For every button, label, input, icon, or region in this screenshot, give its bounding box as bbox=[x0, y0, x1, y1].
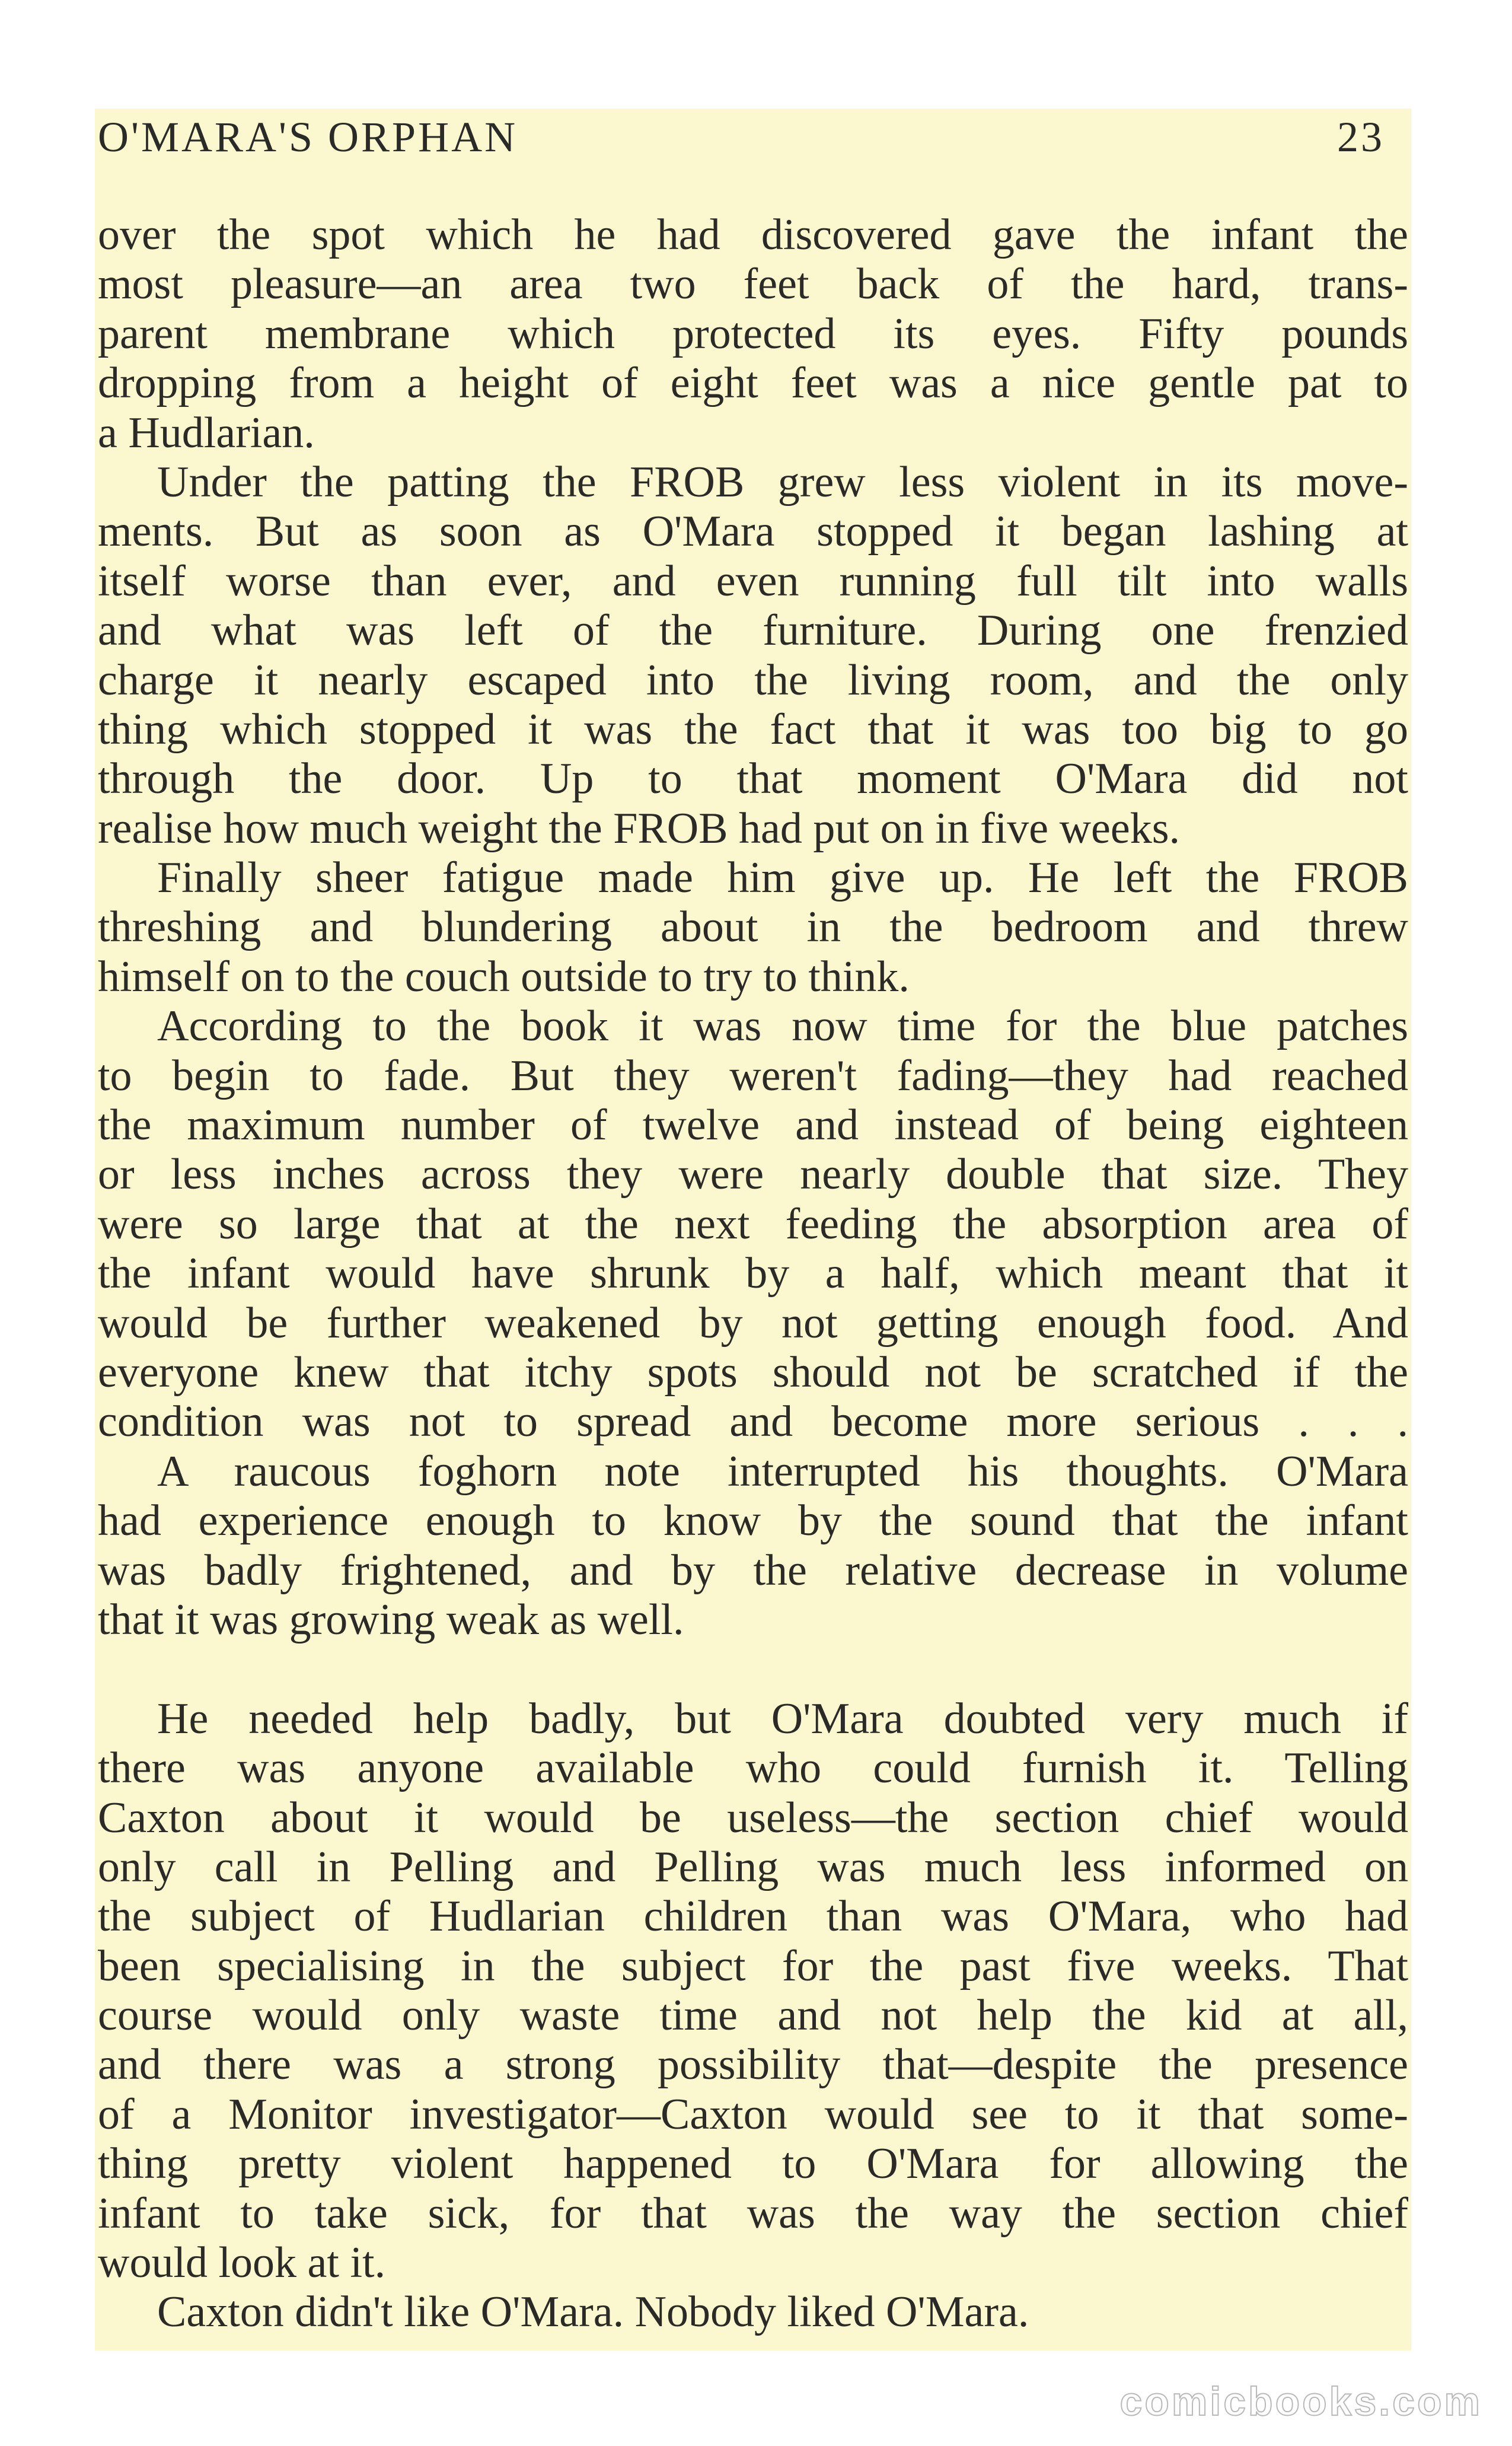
text-line: threshing and blundering about in the bedroom and threw bbox=[98, 903, 1408, 952]
text-line: been specialising in the subject for the past five weeks. That bbox=[98, 1941, 1408, 1990]
page-number: 23 bbox=[1337, 113, 1385, 161]
text-line: thing which stopped it was the fact that it was too big to go bbox=[98, 705, 1408, 754]
text-line: himself on to the couch outside to try to think. bbox=[98, 952, 910, 1001]
text-line: everyone knew that itchy spots should not be scratched if the bbox=[98, 1348, 1408, 1397]
text-line: of a Monitor investigator—Caxton would see to it that some- bbox=[98, 2090, 1408, 2139]
watermark: comicbooks.com bbox=[1119, 2379, 1482, 2424]
text-line: infant to take sick, for that was the way the section chief bbox=[98, 2189, 1408, 2238]
text-line: the infant would have shrunk by a half, which meant that it bbox=[98, 1249, 1408, 1298]
text-line: would look at it. bbox=[98, 2238, 386, 2288]
text-line: and there was a strong possibility that—despite the presence bbox=[98, 2040, 1408, 2090]
text-line: thing pretty violent happened to O'Mara for allowing the bbox=[98, 2139, 1408, 2189]
text-line: would be further weakened by not getting enough food. And bbox=[98, 1298, 1408, 1348]
text-line: ments. But as soon as O'Mara stopped it began lashing at bbox=[98, 507, 1408, 556]
text-line: and what was left of the furniture. During one frenzied bbox=[98, 606, 1408, 655]
text-line: Under the patting the FROB grew less violent in its move- bbox=[157, 457, 1408, 507]
text-line: According to the book it was now time for the blue patches bbox=[157, 1002, 1408, 1051]
text-line: only call in Pelling and Pelling was much less informed on bbox=[98, 1842, 1408, 1891]
text-line: Finally sheer fatigue made him give up. He left the FROB bbox=[157, 853, 1408, 903]
section-break bbox=[98, 1645, 1408, 1694]
text-line: He needed help badly, but O'Mara doubted very much if bbox=[157, 1694, 1408, 1743]
page-header bbox=[98, 108, 1411, 167]
running-head: O'MARA'S ORPHAN bbox=[98, 113, 518, 161]
text-line: was badly frightened, and by the relative decrease in volume bbox=[98, 1546, 1408, 1595]
text-line: parent membrane which protected its eyes. Fifty pounds bbox=[98, 309, 1408, 358]
text-line: there was anyone available who could furnish it. Telling bbox=[98, 1744, 1408, 1793]
text-line: were so large that at the next feeding the absorption area of bbox=[98, 1199, 1408, 1249]
text-line: Caxton didn't like O'Mara. Nobody liked O'Mara. bbox=[157, 2288, 1029, 2337]
body-text bbox=[98, 211, 1408, 2337]
text-line: course would only waste time and not help the kid at all, bbox=[98, 1991, 1408, 2040]
text-line: a Hudlarian. bbox=[98, 408, 315, 457]
text-line: that it was growing weak as well. bbox=[98, 1595, 684, 1644]
text-line: or less inches across they were nearly double that size. They bbox=[98, 1150, 1408, 1199]
text-line: realise how much weight the FROB had put on in five weeks. bbox=[98, 804, 1180, 853]
text-line: to begin to fade. But they weren't fading—they had reached bbox=[98, 1051, 1408, 1100]
text-line: charge it nearly escaped into the living room, and the only bbox=[98, 655, 1408, 705]
text-line: Caxton about it would be useless—the section chief would bbox=[98, 1793, 1408, 1842]
text-line: through the door. Up to that moment O'Mara did not bbox=[98, 754, 1408, 804]
text-line: most pleasure—an area two feet back of the hard, trans- bbox=[98, 260, 1408, 309]
text-line: itself worse than ever, and even running full tilt into walls bbox=[98, 556, 1408, 606]
text-line: the maximum number of twelve and instead of being eighteen bbox=[98, 1101, 1408, 1150]
text-line: the subject of Hudlarian children than was O'Mara, who had bbox=[98, 1892, 1408, 1941]
text-line: had experience enough to know by the sound that the infant bbox=[98, 1496, 1408, 1546]
text-line: over the spot which he had discovered gave the infant the bbox=[98, 211, 1408, 259]
text-line: condition was not to spread and become more serious . . . bbox=[98, 1397, 1408, 1447]
text-line: A raucous foghorn note interrupted his thoughts. O'Mara bbox=[157, 1447, 1408, 1496]
text-line: dropping from a height of eight feet was a nice gentle pat to bbox=[98, 359, 1408, 408]
